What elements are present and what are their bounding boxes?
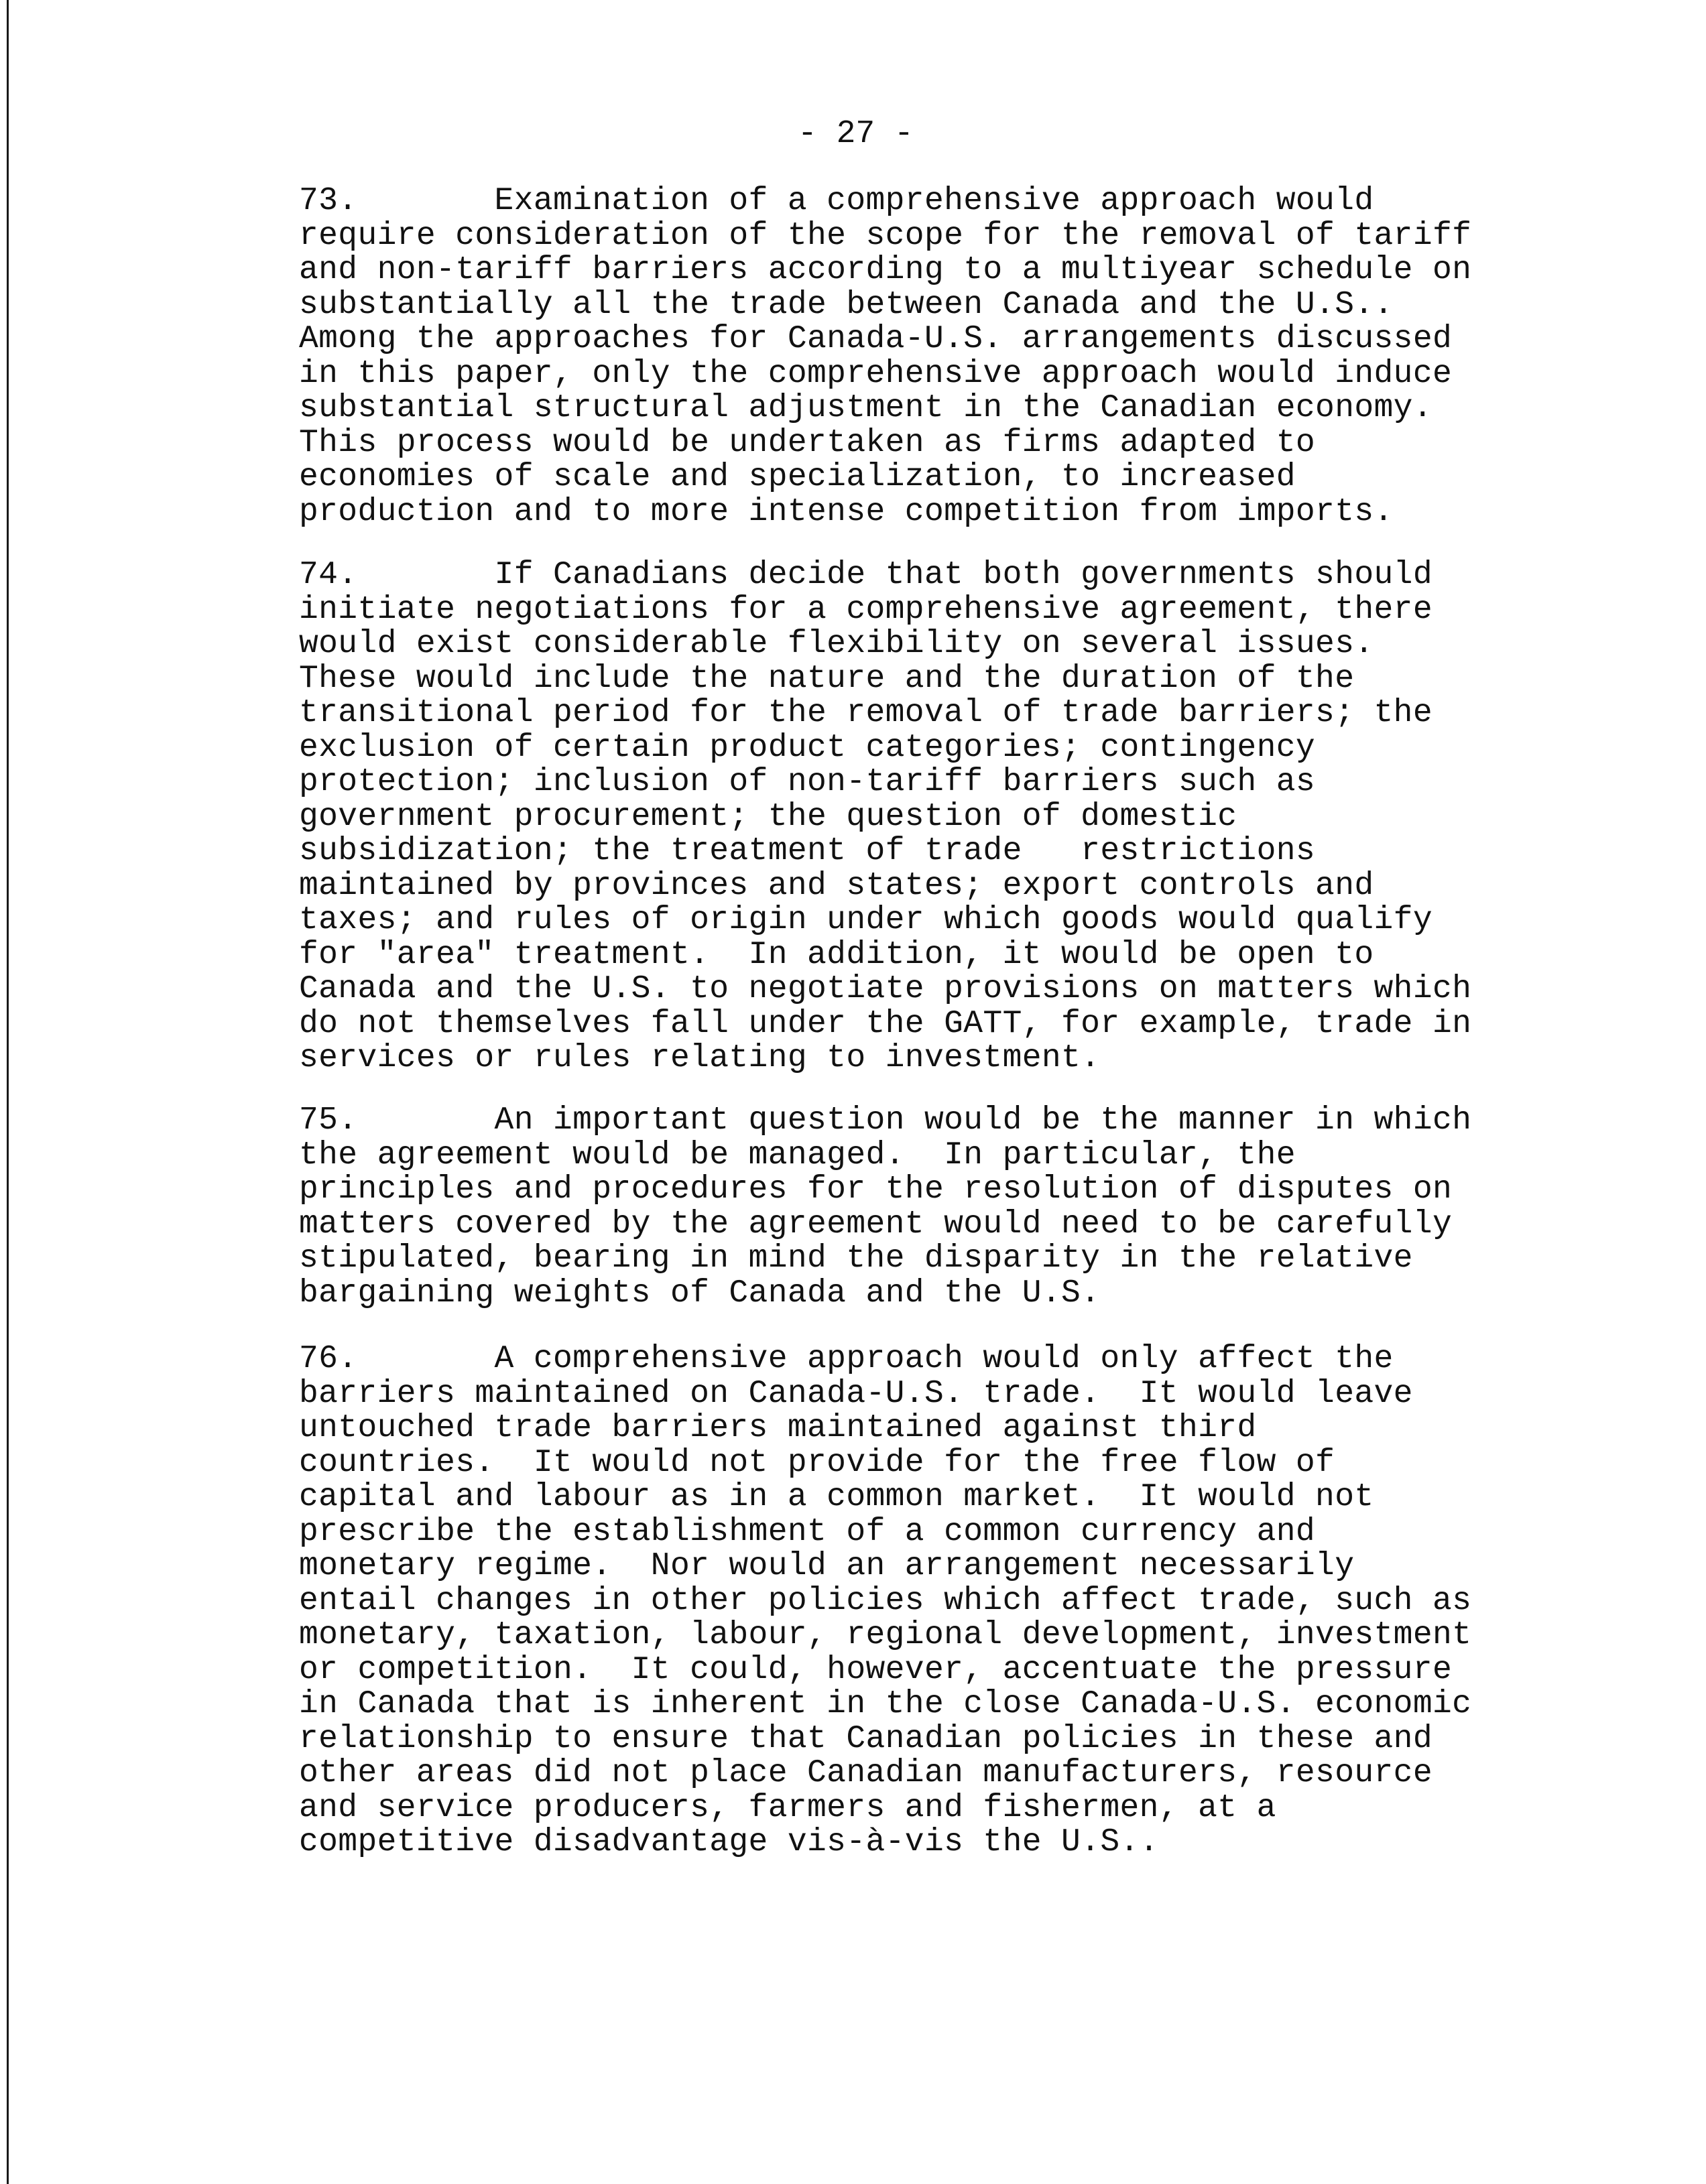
paragraph-line: and non-tariff barriers according to a multiyear schedule on [299, 252, 1472, 288]
paragraph-line: and service producers, farmers and fishermen, at a [299, 1789, 1276, 1826]
paragraph-line: do not themselves fall under the GATT, for example, trade in [299, 1005, 1472, 1042]
paragraph-line: bargaining weights of Canada and the U.S. [299, 1275, 1101, 1311]
paragraph-line: countries. It would not provide for the free flow of [299, 1444, 1335, 1481]
paragraph-line: substantial structural adjustment in the Canadian economy. [299, 390, 1433, 426]
paragraph-line: services or rules relating to investment. [299, 1040, 1101, 1076]
paragraph-line: Among the approaches for Canada-U.S. arrangements discussed [299, 321, 1453, 357]
paragraph-line: maintained by provinces and states; export controls and [299, 867, 1374, 904]
paragraph-73 [299, 184, 1653, 529]
paragraph-line: These would include the nature and the duration of the [299, 660, 1355, 697]
paragraph-line: taxes; and rules of origin under which goods would qualify [299, 902, 1433, 938]
paragraph-line: prescribe the establishment of a common currency and [299, 1513, 1316, 1550]
paragraph-line: initiate negotiations for a comprehensive agreement, there [299, 591, 1433, 628]
paragraph-line: 73. Examination of a comprehensive approach would [299, 183, 1374, 219]
paragraph-line: monetary regime. Nor would an arrangement necessarily [299, 1548, 1355, 1584]
paragraph-line: or competition. It could, however, accentuate the pressure [299, 1651, 1453, 1688]
paragraph-line: for "area" treatment. In addition, it would be open to [299, 936, 1374, 973]
paragraph-line: 74. If Canadians decide that both governments should [299, 557, 1433, 593]
paragraph-line: entail changes in other policies which affect trade, such as [299, 1582, 1472, 1619]
paragraph-line: 75. An important question would be the manner in which [299, 1102, 1472, 1139]
paragraph-line: barriers maintained on Canada-U.S. trade. It would leave [299, 1375, 1413, 1412]
paragraph-line: Canada and the U.S. to negotiate provisions on matters which [299, 971, 1472, 1007]
paragraph-line: the agreement would be managed. In particular, the [299, 1137, 1296, 1173]
paragraph-line: monetary, taxation, labour, regional development, investment [299, 1617, 1472, 1653]
paragraph-74 [299, 558, 1653, 1076]
paragraph-line: protection; inclusion of non-tariff barriers such as [299, 764, 1316, 800]
paragraph-line: matters covered by the agreement would need to be carefully [299, 1206, 1453, 1242]
paragraph-line: government procurement; the question of domestic [299, 798, 1237, 835]
paragraph-line: untouched trade barriers maintained against third [299, 1410, 1257, 1446]
paragraph-line: This process would be undertaken as firms adapted to [299, 424, 1316, 461]
paragraph-75 [299, 1104, 1653, 1311]
paragraph-line: 76. A comprehensive approach would only affect the [299, 1341, 1394, 1377]
page-edge-rule [7, 0, 9, 2184]
paragraph-76 [299, 1342, 1653, 1860]
paragraph-line: stipulated, bearing in mind the disparity in the relative [299, 1240, 1413, 1277]
paragraph-line: principles and procedures for the resolution of disputes on [299, 1171, 1453, 1208]
paragraph-line: subsidization; the treatment of trade restrictions [299, 833, 1316, 869]
paragraph-line: in this paper, only the comprehensive approach would induce [299, 355, 1453, 392]
paragraph-line: economies of scale and specialization, to increased [299, 459, 1296, 495]
paragraph-line: would exist considerable flexibility on several issues. [299, 626, 1374, 662]
paragraph-line: substantially all the trade between Canada and the U.S.. [299, 286, 1394, 323]
paragraph-line: transitional period for the removal of trade barriers; the [299, 695, 1433, 731]
page-number: - 27 - [798, 116, 914, 152]
paragraph-line: production and to more intense competition from imports. [299, 493, 1394, 530]
paragraph-line: other areas did not place Canadian manufacturers, resource [299, 1755, 1433, 1791]
paragraph-line: require consideration of the scope for the removal of tariff [299, 217, 1472, 254]
paragraph-line: relationship to ensure that Canadian policies in these and [299, 1720, 1433, 1757]
paragraph-line: exclusion of certain product categories; contingency [299, 729, 1316, 766]
paragraph-line: in Canada that is inherent in the close Canada-U.S. economic [299, 1686, 1472, 1722]
paragraph-line: competitive disadvantage vis-à-vis the U.S.. [299, 1824, 1159, 1860]
paragraph-line: capital and labour as in a common market. It would not [299, 1479, 1374, 1515]
